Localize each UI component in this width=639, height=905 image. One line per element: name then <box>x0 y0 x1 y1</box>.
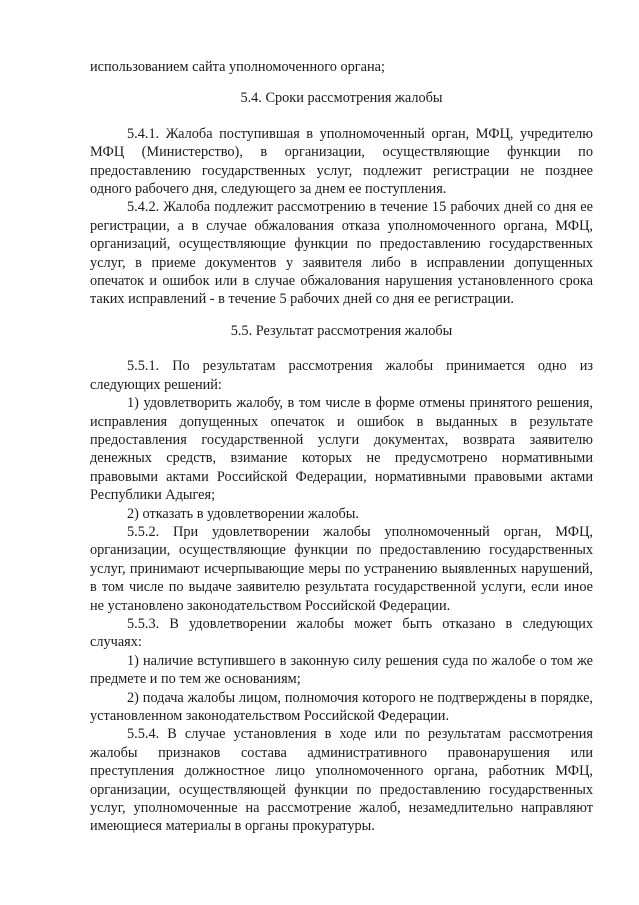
paragraph-5-5-3: 5.5.3. В удовлетворении жалобы может быть отказано в следующих случаях: <box>90 615 593 651</box>
intro-line: использованием сайта уполномоченного органа; <box>90 59 385 75</box>
paragraph-5-5-1: 5.5.1. По результатам рассмотрения жалобы принимается одно из следующих решений: <box>90 358 593 393</box>
paragraph-5-4-2: 5.4.2. Жалоба подлежит рассмотрению в течение 15 рабочих дней со дня ее регистрации, а в случае обжалования отказа уполномоченного органа, МФЦ, организаций, осуществляющие функции по предоставлению государственных услуг, в приеме документов у заявителя либо в исправлении допущенных опечаток и ошибок или в случае обжалования нарушения установленного срока таких исправлений - в течение 5 рабочих дней со дня ее регистрации. <box>90 199 593 308</box>
paragraph-5-4-1: 5.4.1. Жалоба поступившая в уполномоченный орган, МФЦ, учредителю МФЦ (Министерство), в организации, осуществляющие функции по предоставлению государственных услуг, подлежит регистрации не позднее одного рабочего дня, следующего за днем ее поступления. <box>90 125 593 198</box>
section-5-5-heading: 5.5. Результат рассмотрения жалобы <box>230 322 453 339</box>
paragraph-5-5-1-item-2: 2) отказать в удовлетворении жалобы. <box>127 505 359 522</box>
paragraph-5-5-3-item-1: 1) наличие вступившего в законную силу решения суда по жалобе о том же предмете и по тем же основаниям; <box>90 652 593 688</box>
paragraph-5-5-2: 5.5.2. При удовлетворении жалобы уполномоченный орган, МФЦ, организации, осуществляющие функции по предоставлению государственных услуг, принимают исчерпывающие меры по устранению выявленных нарушений, в том числе по выдаче заявителю результата государственной услуги, если иное не установлено законодательством Российской Федерации. <box>90 523 593 614</box>
paragraph-5-5-4: 5.5.4. В случае установления в ходе или по результатам рассмотрения жалобы признаков состава административного правонарушения или преступления должностное лицо уполномоченного органа, работник МФЦ, организации, осуществляющей функции по предоставлению государственных услуг, уполномоченные на рассмотрение жалоб, незамедлительно направляют имеющиеся материалы в органы прокуратуры. <box>90 726 593 835</box>
document-body <box>90 58 593 836</box>
paragraph-5-5-3-item-2: 2) подача жалобы лицом, полномочия которого не подтверждены в порядке, установленном законодательством Российской Федерации. <box>90 689 593 724</box>
section-5-4-heading: 5.4. Сроки рассмотрения жалобы <box>240 90 443 107</box>
paragraph-5-5-1-item-1: 1) удовлетворить жалобу, в том числе в форме отмены принятого решения, исправления допущенных опечаток и ошибок в выданных в результате предоставления государственной услуги документах, возврата заявителю денежных средств, взимание которых не предусмотрено нормативными правовыми актами Российской Федерации, нормативными правовыми актами Республики Адыгея; <box>90 395 593 504</box>
